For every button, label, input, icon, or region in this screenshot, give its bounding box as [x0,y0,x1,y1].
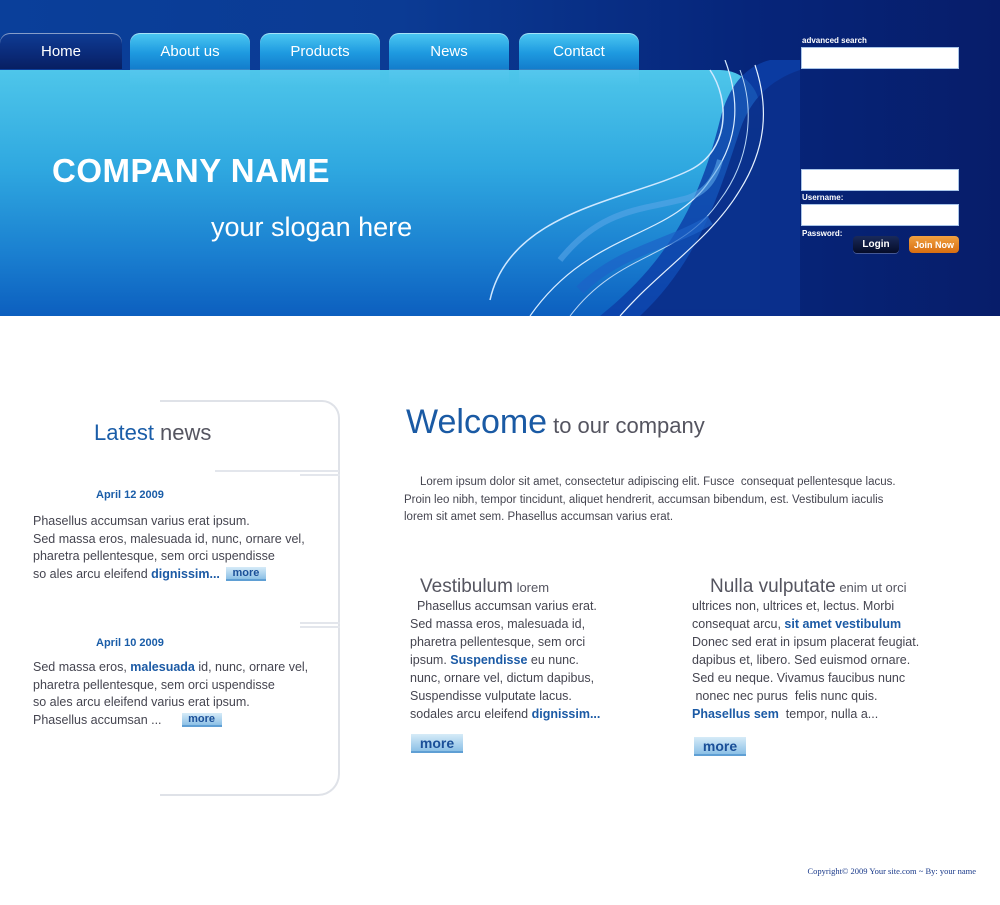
tab-home[interactable]: Home [0,33,122,69]
column-nulla-vulputate [692,578,919,723]
tab-contact[interactable]: Contact [519,33,639,69]
news-line-text: Phasellus accumsan ... [33,712,162,727]
news-line: pharetra pellentesque, sem orci uspendisse [33,549,275,563]
slogan: your slogan here [211,212,413,242]
column-line [692,705,919,723]
panel-divider [300,622,340,624]
column-line: dapibus et, libero. Sed euismod ornare. [692,653,911,667]
column-line: Sed massa eros, malesuada id, [410,617,586,631]
tab-reflection [130,69,250,85]
news-line [33,566,333,584]
intro-paragraph [404,474,960,527]
news-panel-frame [160,400,340,796]
password-label: Password: [802,229,843,238]
tab-reflection [519,69,639,85]
username-label: Username: [802,193,844,202]
header [0,0,1000,316]
column-line: nonec nec purus felis nunc quis. [692,689,878,703]
join-now-button[interactable]: Join Now [909,236,959,253]
intro-line: Lorem ipsum dolor sit amet, consectetur adipiscing elit. Fusce consequat pellentesque lacus. [404,476,896,488]
news-item [33,513,333,583]
column-line [692,615,919,633]
column-line: Sed eu neque. Vivamus faucibus nunc [692,671,906,685]
banner-swirl-graphic [470,60,800,316]
intro-line: Proin leo nibh, tempor tincidunt, aliquet hendrerit, accumsan bibendum, est. Vestibulum iaculis [404,493,884,506]
column-link[interactable]: Suspendisse [450,653,528,667]
column-line: Phasellus accumsan varius erat. [410,599,597,613]
column-line-text: ipsum. [410,653,451,667]
tab-about-us[interactable]: About us [130,33,250,69]
column-title-small: enim ut orci [835,580,907,595]
column-title-main: Nulla vulputate [710,576,836,597]
news-line: pharetra pellentesque, sem orci uspendisse [33,677,275,692]
tab-news[interactable]: News [389,33,509,69]
news-line [33,712,333,730]
column-line [410,651,600,669]
latest-news-title-b: news [153,420,212,445]
news-link[interactable]: dignissim... [151,566,220,581]
tab-products[interactable]: Products [260,33,380,69]
column-line: pharetra pellentesque, sem orci [410,635,586,649]
news-line: so ales arcu eleifend varius erat ipsum. [33,695,250,709]
tab-reflection [389,69,509,85]
news-date: April 10 2009 [96,637,164,649]
column-line-text: consequat arcu, [692,617,785,631]
column-line: Donec sed erat in ipsum placerat feugiat. [692,635,920,649]
panel-divider [215,470,339,472]
column-title [420,578,600,597]
column-title-small: lorem [512,580,550,595]
more-button[interactable]: more [226,567,266,581]
column-link[interactable]: Phasellus sem [692,707,779,721]
column-link[interactable]: sit amet vestibulum [784,617,902,631]
column-line-text: eu nunc. [527,653,579,667]
column-line-text: tempor, nulla a... [778,707,879,721]
column-title [710,578,919,597]
password-input[interactable] [801,204,959,226]
column-line: ultrices non, ultrices et, lectus. Morbi [692,599,895,613]
news-line-text: so ales arcu eleifend [33,566,152,581]
more-button[interactable]: more [411,734,463,753]
intro-line: lorem sit amet sem. Phasellus accumsan varius erat. [404,511,674,523]
login-button[interactable]: Login [853,236,899,253]
welcome-heading [406,403,705,442]
search-input[interactable] [801,47,959,69]
news-line-text: id, nunc, ornare vel, [194,660,309,674]
more-button[interactable]: more [182,713,222,727]
latest-news-title [94,420,211,446]
welcome-heading-small: to our company [553,413,705,438]
panel-divider [300,474,340,476]
column-line: nunc, ornare vel, dictum dapibus, [410,671,595,685]
footer-copyright: Copyright© 2009 Your site.com ~ By: your name [807,866,976,876]
tab-reflection [260,69,380,85]
panel-divider [300,626,340,628]
column-line-text: sodales arcu eleifend [410,707,532,721]
news-line [33,659,333,677]
news-item [33,659,333,729]
column-vestibulum [410,578,600,723]
news-line-text: Sed massa eros, [33,660,131,674]
column-title-main: Vestibulum [420,576,513,597]
advanced-search-label: advanced search [802,36,867,45]
latest-news-title-a: Latest [94,420,154,445]
news-link[interactable]: malesuada [130,660,195,674]
more-button[interactable]: more [694,737,746,756]
welcome-heading-big: Welcome [406,403,548,441]
column-line [410,705,600,723]
news-date: April 12 2009 [96,489,164,501]
news-line: Sed massa eros, malesuada id, nunc, ornare vel, [33,531,305,546]
column-link[interactable]: dignissim... [531,707,601,721]
news-line: Phasellus accumsan varius erat ipsum. [33,514,250,528]
column-line: Suspendisse vulputate lacus. [410,689,572,703]
username-input[interactable] [801,169,959,191]
company-name: COMPANY NAME [52,152,330,189]
